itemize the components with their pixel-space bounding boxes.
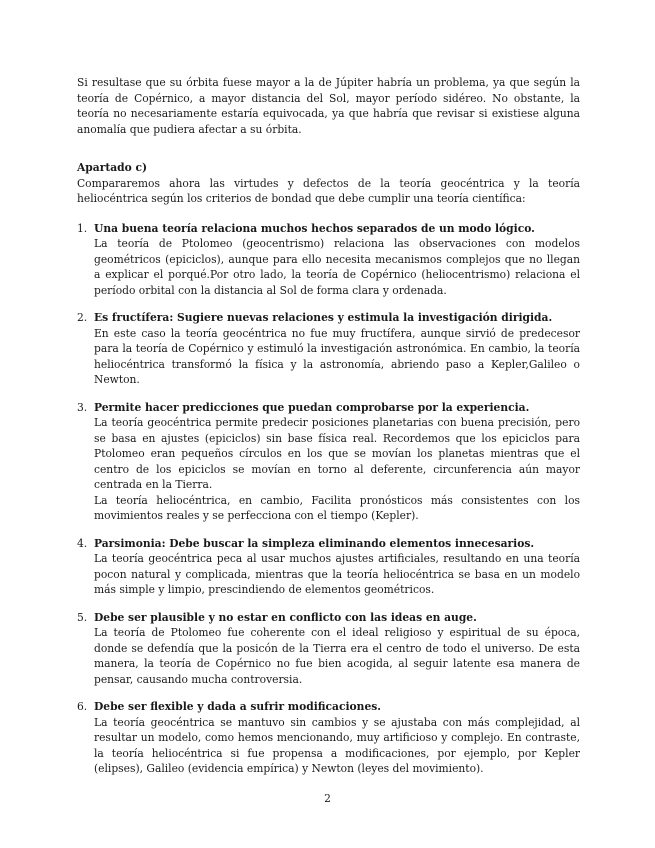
list-item-body: La teoría geocéntrica permite predecir posiciones planetarias con buena precisión, pero se basa en ajustes (epiciclos) sin base física real. Recordemos que los epiciclos para Ptolomeo eran pequeños círculos en los que se movían los planetas mientras que el centro de los epiciclos se movían en torno al deferente, circunferencia aún mayor centrada en la Tierra. <box>94 416 580 491</box>
list-item-body: En este caso la teoría geocéntrica no fue muy fructífera, aunque sirvió de predecesor para la teoría de Copérnico y estimuló la investigación astronómica. En cambio, la teoría heliocéntrica transformó la física y la astronomía, abriendo paso a Kepler,Galileo o Newton. <box>94 326 580 386</box>
list-item-body: La teoría geocéntrica se mantuvo sin cambios y se ajustaba con más complejidad, al resultar un modelo, como hemos mencionando, muy artificioso y complejo. En contraste, la teoría heliocéntrica si fue propensa a modificaciones, por ejemplo, por Kepler (elipses), Galileo (evidencia empírica) y Newton (leyes del movimiento). <box>94 715 580 775</box>
list-item-title: Es fructífera: Sugiere nuevas relaciones y estimula la investigación dirigida. <box>94 311 553 324</box>
intro-paragraph: Si resultase que su órbita fuese mayor a la de Júpiter habría un problema, ya que según la teoría de Copérnico, a mayor distancia del Sol, mayor período sidéreo. No obstante, la teoría no necesariamente estaría equivocada, ya que habría que revisar si existiese alguna anomalía que pudiera afectar a su órbita. <box>77 76 580 136</box>
list-item-body: La teoría de Ptolomeo (geocentrismo) relaciona las observaciones con modelos geométricos (epiciclos), aunque para ello necesita mecanismos complejos que no llegan a explicar el porqué.Por otro lado, la teoría de Copérnico (heliocentrismo) relaciona el período orbital con la distancia al Sol de forma clara y ordenada. <box>94 237 580 297</box>
list-item <box>77 310 580 388</box>
list-item-title: Debe ser flexible y dada a sufrir modificaciones. <box>94 700 381 713</box>
list-item-body-continued: La teoría heliocéntrica, en cambio, Facilita pronósticos más consistentes con los movimientos reales y se perfecciona con el tiempo (Kepler). <box>94 493 580 522</box>
list-item-number: 4. <box>77 536 88 550</box>
list-item-number: 2. <box>77 311 88 324</box>
list-item <box>77 610 580 688</box>
list-item <box>77 536 580 598</box>
list-item-title: Una buena teoría relaciona muchos hechos separados de un modo lógico. <box>94 221 535 235</box>
list-item <box>77 221 580 299</box>
list-item-number: 3. <box>77 400 88 414</box>
section-intro: Compararemos ahora las virtudes y defectos de la teoría geocéntrica y la teoría heliocéntrica según los criterios de bondad que debe cumplir una teoría científica: <box>77 176 580 205</box>
list-item-body: La teoría de Ptolomeo fue coherente con el ideal religioso y espiritual de su época, donde se defendía que la posicón de la Tierra era el centro de todo el universo. De esta manera, la teoría de Copérnico no fue bien acogida, al seguir latente esa manera de pensar, causando mucha controversia. <box>94 626 580 686</box>
list-item <box>77 400 580 524</box>
page-number: 2 <box>324 792 331 805</box>
section-heading: Apartado c) <box>77 161 148 174</box>
list-item-body: La teoría geocéntrica peca al usar muchos ajustes artificiales, resultando en una teoría pocon natural y complicada, mientras que la teoría heliocéntrica se basa en un modelo más simple y limpio, prescindiendo de elementos geométricos. <box>94 552 580 596</box>
list-item <box>77 699 580 777</box>
list-item-number: 6. <box>77 700 88 713</box>
criteria-list <box>77 221 580 777</box>
list-item-title: Parsimonia: Debe buscar la simpleza eliminando elementos innecesarios. <box>94 536 535 550</box>
list-item-title: Permite hacer predicciones que puedan comprobarse por la experiencia. <box>94 400 530 414</box>
list-item-number: 5. <box>77 610 88 624</box>
page-content <box>77 75 580 789</box>
list-item-title: Debe ser plausible y no estar en conflicto con las ideas en auge. <box>94 610 477 624</box>
list-item-number: 1. <box>77 221 88 235</box>
